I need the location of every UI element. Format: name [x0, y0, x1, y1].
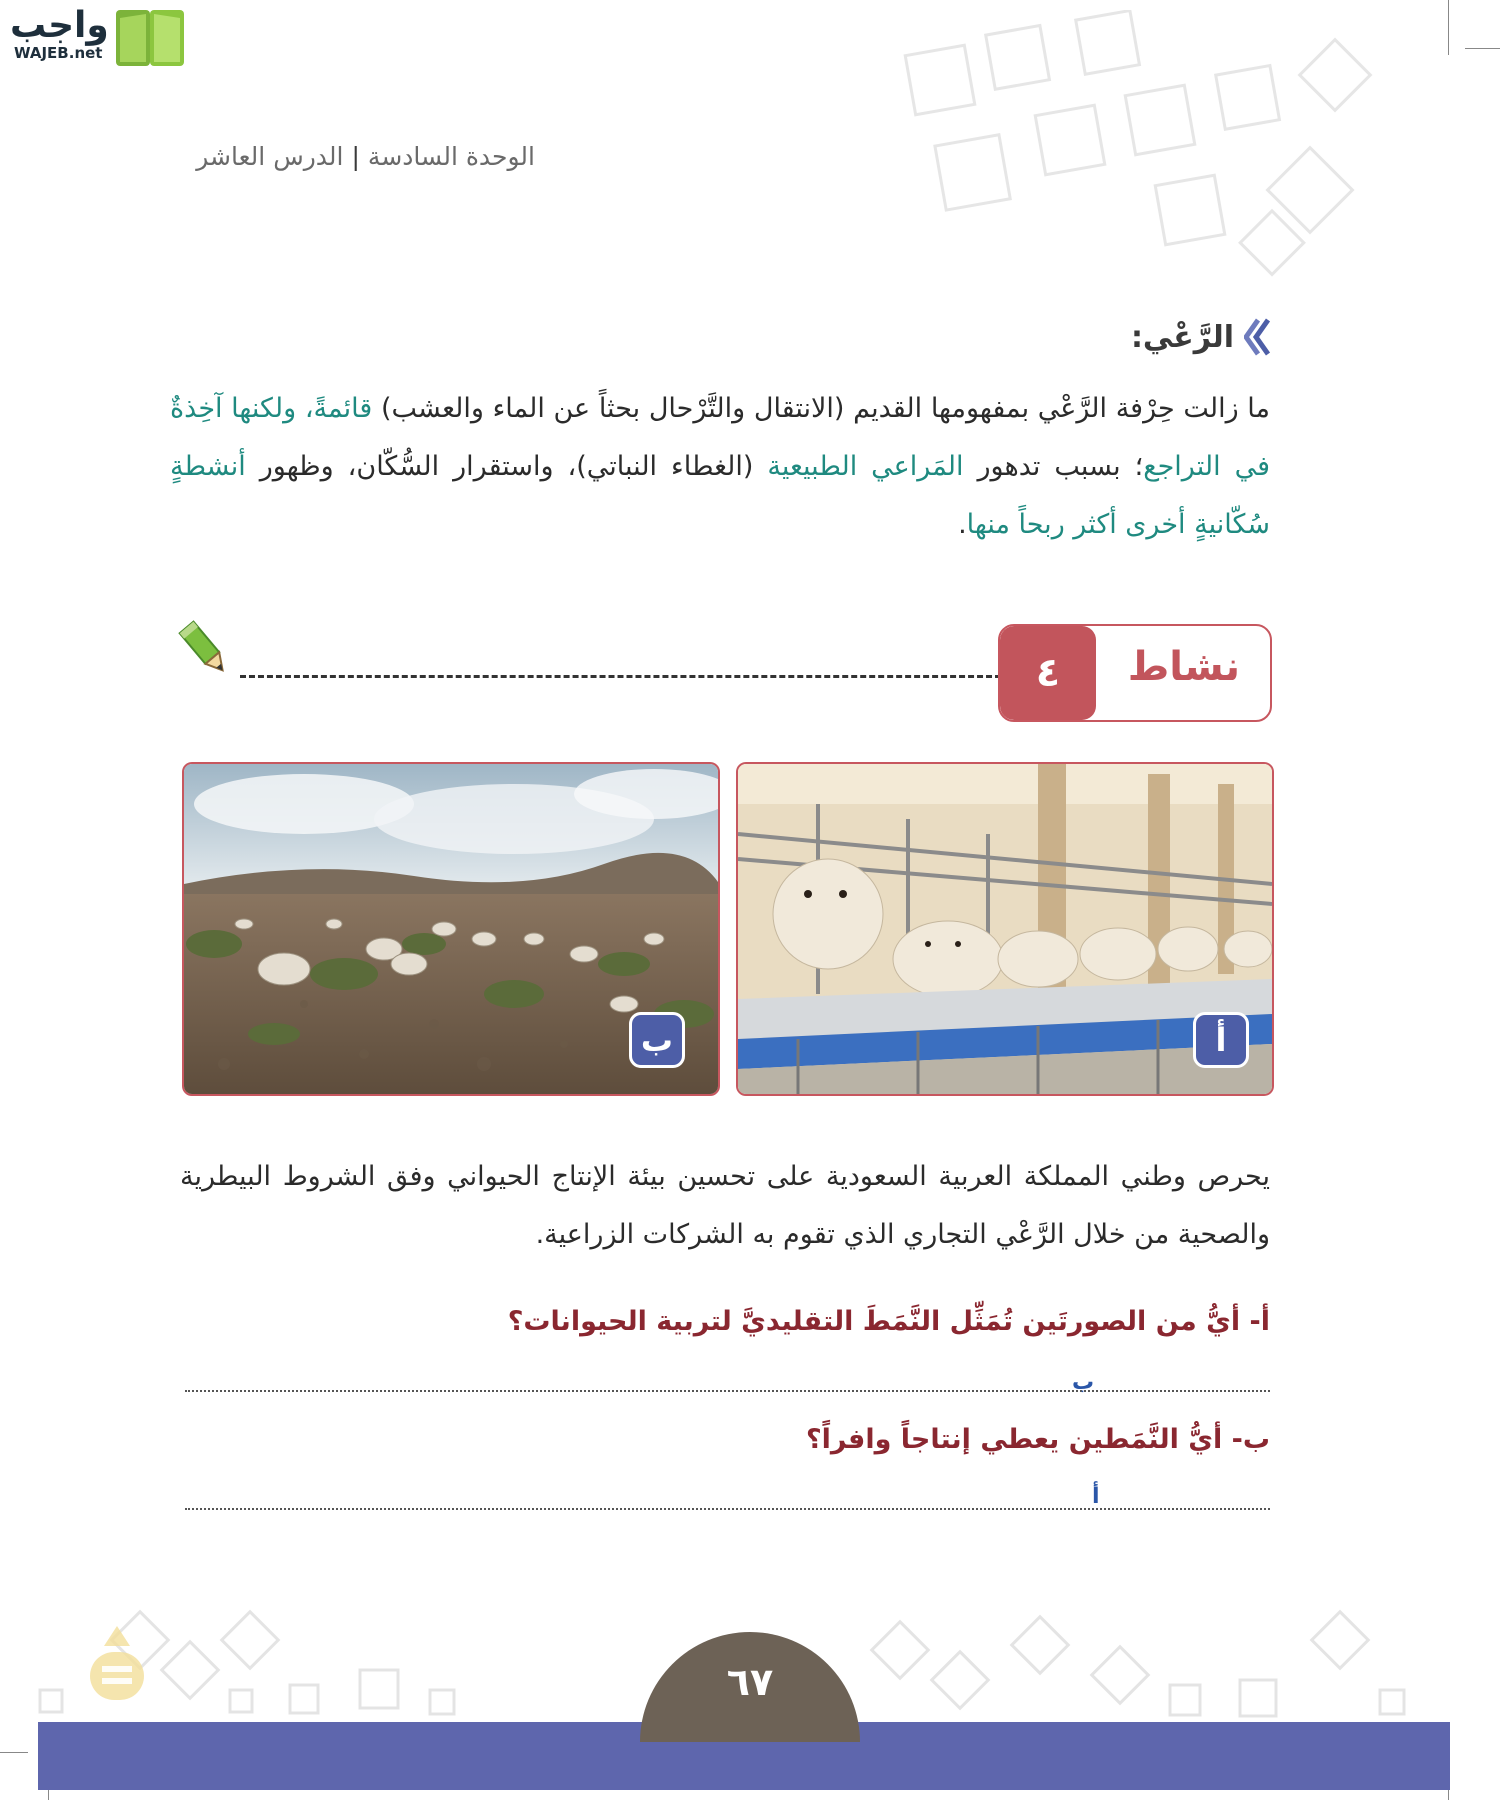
activity-divider [240, 675, 1010, 678]
question-b: ب- أيُّ النَّمَطين يعطي إنتاجاً وافراً؟ [805, 1424, 1270, 1455]
photo-label-b: ب [629, 1012, 685, 1068]
photo-traditional-grazing [182, 762, 720, 1096]
chevron-double-left-icon [1244, 318, 1270, 356]
livestock-paragraph: يحرص وطني المملكة العربية السعودية على تحسين بيئة الإنتاج الحيواني وفق الشروط البيطرية والصحية من خلال الرَّعْي التجاري الذي تقوم به الشركات الزراعية. [180, 1161, 1270, 1250]
text-run: ؛ بسبب تدهور [963, 451, 1144, 482]
question-a: أ- أيُّ من الصورتَين تُمَثِّل النَّمَطَ التقليديَّ لتربية الحيوانات؟ [507, 1306, 1270, 1337]
unit-title: الوحدة السادسة [367, 142, 535, 171]
activity-number: ٤ [1000, 626, 1096, 720]
activity-label: نشاط [1127, 644, 1240, 690]
highlight-text: المَراعي الطبيعية [767, 451, 964, 482]
answer-line-a [185, 1390, 1270, 1392]
activity-badge [998, 624, 1272, 722]
faded-emblem-icon [82, 1618, 152, 1708]
logo-text: واجب [10, 5, 109, 46]
decorative-pattern [880, 10, 1440, 280]
text-run: (الغطاء النباتي)، واستقرار السُّكّان، وظهور [245, 451, 768, 482]
section-title: الرَّعْي: [1130, 319, 1234, 355]
page-number: ٦٧ [726, 1660, 774, 1704]
crop-mark [1448, 0, 1449, 55]
photo-commercial-farm [736, 762, 1274, 1096]
logo-subtext: WAJEB.net [14, 44, 103, 62]
barn-sheep-image [738, 764, 1272, 1094]
text-run: . [958, 509, 967, 540]
header-separator: | [351, 142, 360, 171]
crop-mark [0, 1752, 28, 1753]
highlight-text: قائمةً، ولكنها آخِذةٌ في التراجع [170, 393, 1270, 482]
text-run: ما زالت حِرْفة الرَّعْي بمفهومها القديم (الانتقال والتَّرْحال بحثاً عن الماء والعشب) [372, 393, 1270, 424]
section-heading [1131, 318, 1270, 356]
answer-b: أ [1092, 1484, 1100, 1509]
grazing-paragraph [170, 380, 1270, 554]
highlight-text: أنشطةٍ سُكّانيةٍ أخرى أكثر ربحاً منها [170, 451, 1270, 540]
lesson-title: الدرس العاشر [196, 142, 344, 171]
pencil-icon [178, 618, 234, 680]
answer-line-b [185, 1508, 1270, 1510]
crop-mark [1465, 48, 1500, 49]
photo-label-a: أ [1193, 1012, 1249, 1068]
unit-lesson-header [196, 142, 535, 171]
answer-a: ب [1072, 1370, 1095, 1395]
